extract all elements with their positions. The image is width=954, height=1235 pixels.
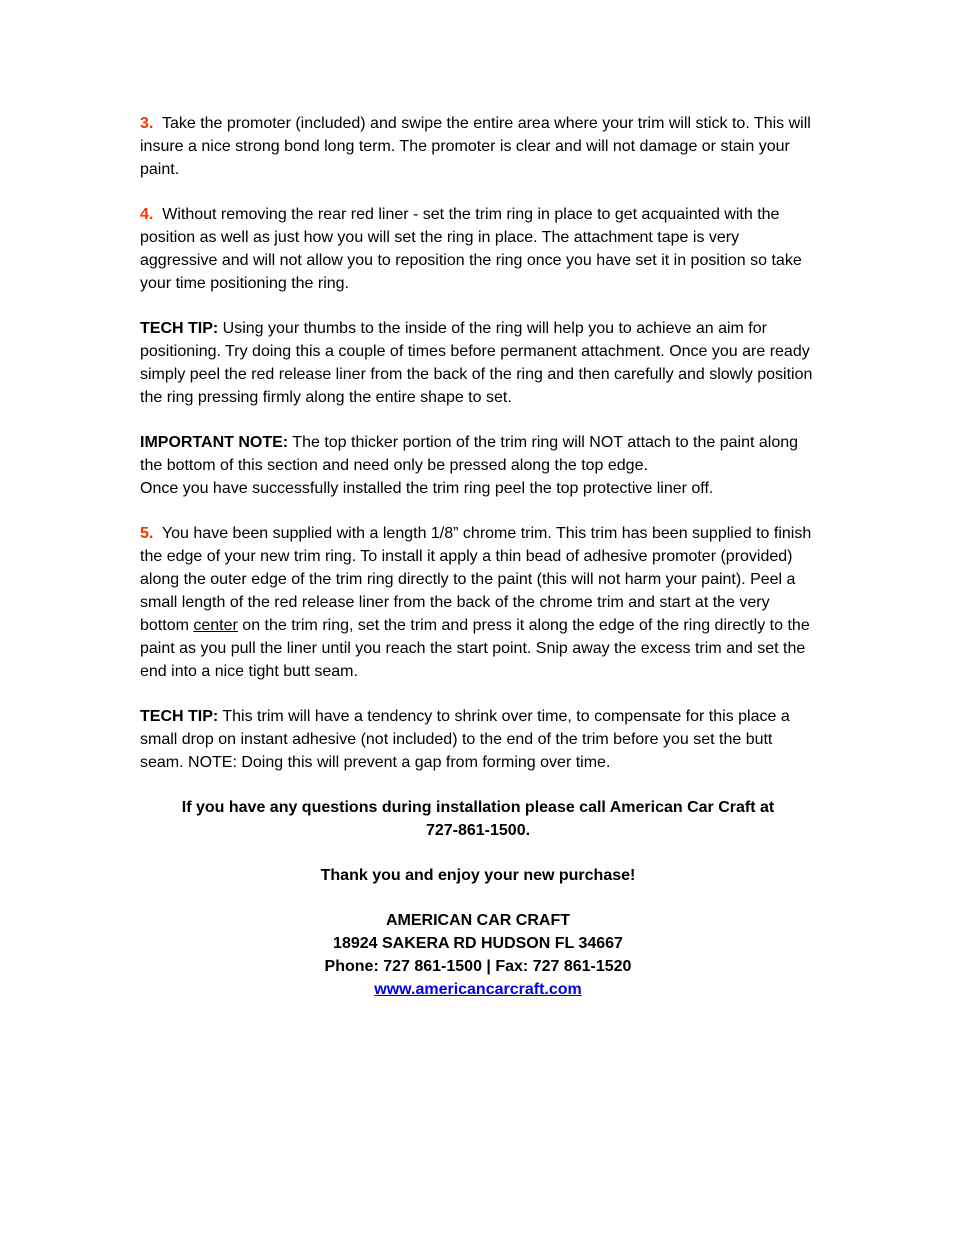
important-note bbox=[140, 431, 816, 500]
step-number: 5. bbox=[140, 525, 154, 542]
tech-tip-text: This trim will have a tendency to shrink over time, to compensate for this place a small drop on instant adhesive (not included) to the end of the trim before you set the butt seam. NOTE: Doing this will prevent a gap from forming over time. bbox=[140, 708, 790, 771]
step-5 bbox=[140, 522, 816, 683]
underlined-word: center bbox=[193, 617, 238, 634]
step-text: Take the promoter (included) and swipe the entire area where your trim will stick to. This will insure a nice strong bond long term. The promoter is clear and will not damage or stain your paint. bbox=[140, 115, 811, 178]
step-text-continued: on the trim ring, set the trim and press it along the edge of the ring directly to the paint as you pull the liner until you reach the start point. Snip away the excess trim and set the end into a nice tight butt seam. bbox=[140, 617, 810, 680]
questions-block bbox=[140, 796, 816, 842]
questions-line: If you have any questions during installation please call American Car Craft at bbox=[181, 799, 775, 816]
important-note-text-2: Once you have successfully installed the trim ring peel the top protective liner off. bbox=[140, 480, 714, 497]
step-text: You have been supplied with a length 1/8” chrome trim. This trim has been supplied to finish the edge of your new trim ring. To install it apply a thin bead of adhesive promoter (provided) along the outer edge of the trim ring directly to the paint (this will not harm your paint). Peel a small length of the red release liner from the back of the chrome trim and start at the very bottom bbox=[140, 525, 812, 634]
thanks-text: Thank you and enjoy your new purchase! bbox=[320, 867, 636, 884]
company-address: 18924 SAKERA RD HUDSON FL 34667 bbox=[333, 935, 623, 952]
tech-tip-label: TECH TIP: bbox=[140, 320, 219, 337]
important-note-label: IMPORTANT NOTE: bbox=[140, 434, 289, 451]
step-3 bbox=[140, 112, 816, 181]
tech-tip-label: TECH TIP: bbox=[140, 708, 219, 725]
important-note-text: The top thicker portion of the trim ring will NOT attach to the paint along the bottom of this section and need only be pressed along the top edge. bbox=[140, 434, 799, 474]
phone-fax: Phone: 727 861-1500 | Fax: 727 861-1520 bbox=[324, 958, 632, 975]
questions-phone: 727-861-1500. bbox=[425, 822, 531, 839]
website-link[interactable]: www.americancarcraft.com bbox=[374, 981, 582, 998]
tech-tip-text: Using your thumbs to the inside of the ring will help you to achieve an aim for positioning. Try doing this a couple of times before permanent attachment. Once you are ready simply peel the red release liner from the back of the ring and then carefully and slowly position the ring pressing firmly along the entire shape to set. bbox=[140, 320, 813, 406]
step-text: Without removing the rear red liner - set the trim ring in place to get acquainted with the position as well as just how you will set the ring in place. The attachment tape is very aggressive and will not allow you to reposition the ring once you have set it in position so take your time positioning the ring. bbox=[140, 206, 802, 292]
tech-tip-1 bbox=[140, 317, 816, 409]
contact-block bbox=[140, 909, 816, 1001]
step-number: 3. bbox=[140, 115, 154, 132]
company-name: AMERICAN CAR CRAFT bbox=[386, 912, 570, 929]
tech-tip-2 bbox=[140, 705, 816, 774]
step-4 bbox=[140, 203, 816, 295]
instruction-page bbox=[140, 112, 816, 1023]
thanks-line bbox=[140, 864, 816, 887]
step-number: 4. bbox=[140, 206, 154, 223]
